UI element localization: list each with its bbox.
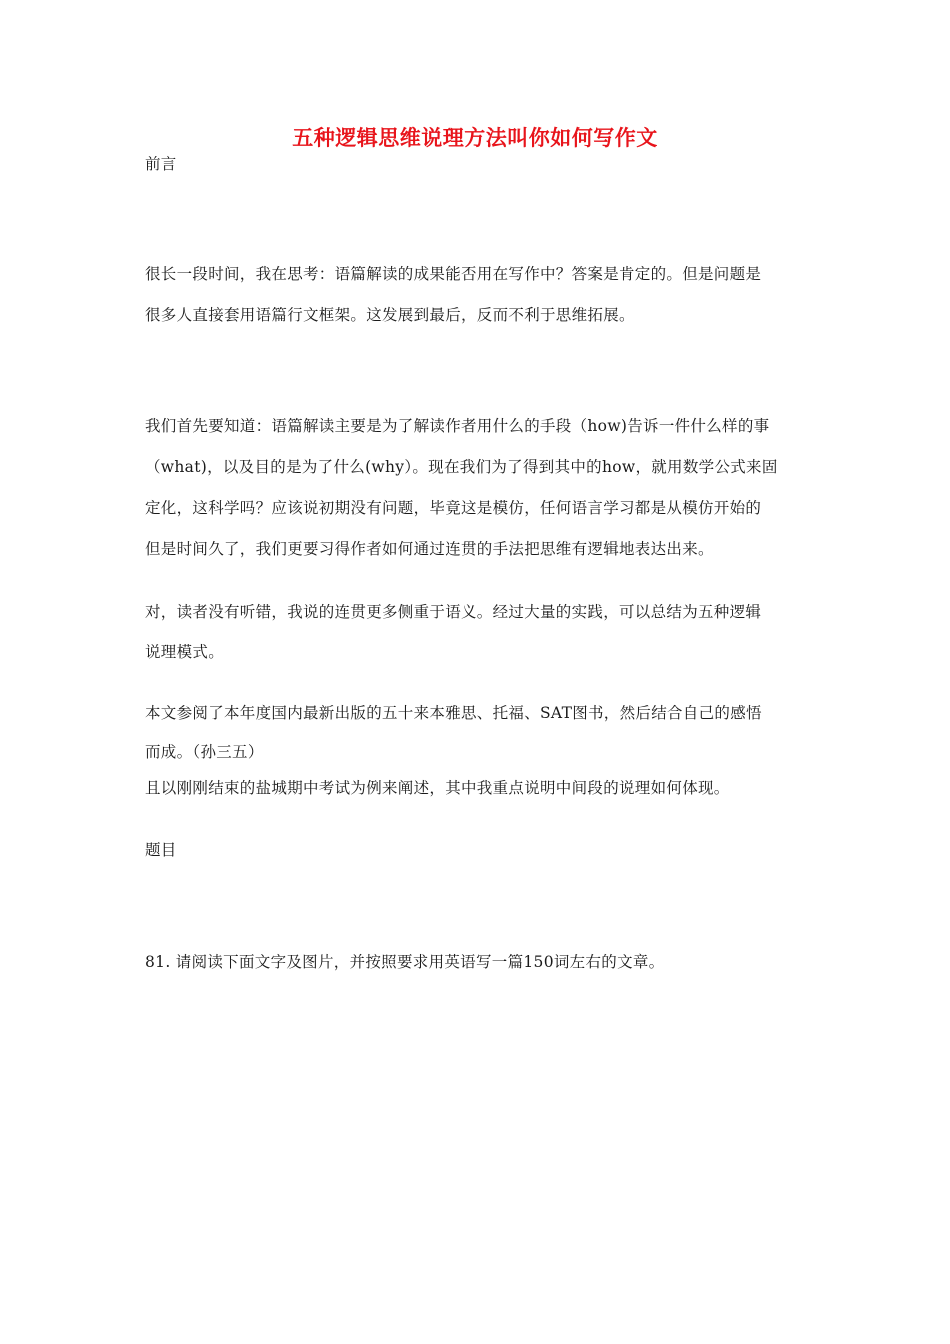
- paragraph-line: 且以刚刚结束的盐城期中考试为例来阐述，其中我重点说明中间段的说理如何体现。: [145, 779, 730, 797]
- paragraph-line: 说理模式。: [145, 643, 225, 661]
- paragraph-line: 而成。（孙三五）: [145, 743, 264, 761]
- paragraph-line: 但是时间久了，我们更要习得作者如何通过连贯的手法把思维有逻辑地表达出来。: [145, 540, 714, 558]
- document-title: 五种逻辑思维说理方法叫你如何写作文: [292, 126, 658, 150]
- question-line: 81. 请阅读下面文字及图片，并按照要求用英语写一篇150词左右的文章。: [145, 953, 665, 971]
- paragraph-line: 对，读者没有听错，我说的连贯更多侧重于语义。经过大量的实践，可以总结为五种逻辑: [145, 603, 762, 621]
- paragraph-line: 很多人直接套用语篇行文框架。这发展到最后，反而不利于思维拓展。: [145, 306, 635, 324]
- paragraph-line: （what)，以及目的是为了什么(why）。现在我们为了得到其中的how，就用数学公式来固: [145, 458, 778, 476]
- paragraph-line: 我们首先要知道：语篇解读主要是为了解读作者用什么的手段（how)告诉一件什么样的事: [145, 417, 770, 435]
- paragraph-line: 本文参阅了本年度国内最新出版的五十来本雅思、托福、SAT图书，然后结合自己的感悟: [145, 704, 762, 722]
- topic-heading: 题目: [145, 841, 177, 859]
- paragraph-line: 很长一段时间，我在思考：语篇解读的成果能否用在写作中？答案是肯定的。但是问题是: [145, 265, 762, 283]
- paragraph-line: 定化，这科学吗？应该说初期没有问题，毕竟这是模仿，任何语言学习都是从模仿开始的: [145, 499, 762, 517]
- preface-heading: 前言: [145, 155, 177, 173]
